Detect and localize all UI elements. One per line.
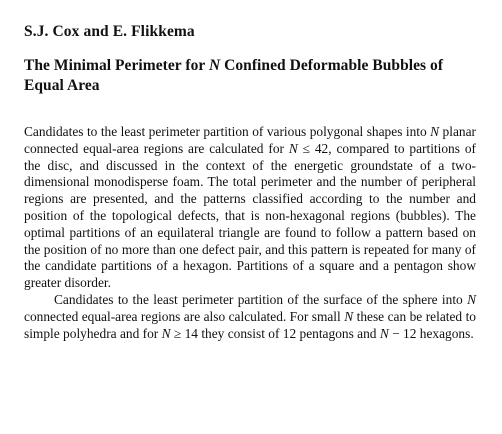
abstract-p1-text-2: planar connected equal-area regions are calculated for xyxy=(24,124,477,156)
abstract-p1-var-1: N xyxy=(430,124,440,139)
abstract-p2-var-1: N xyxy=(467,291,476,307)
abstract-p2-text-5: − 12 hexagons. xyxy=(388,325,474,341)
abstract-p2-text-1: Candidates to the least perimeter partition of the surface of the sphere into xyxy=(54,291,468,307)
paper-title xyxy=(24,56,476,96)
abstract xyxy=(24,124,476,342)
abstract-p2-var-3: N xyxy=(161,325,171,341)
title-variable: N xyxy=(208,57,221,74)
abstract-p2-var-2: N xyxy=(344,308,354,324)
abstract-p2-text-4: ≥ 14 they consist of 12 pentagons and xyxy=(170,325,380,341)
title-pre: The Minimal Perimeter for xyxy=(24,57,209,74)
abstract-paragraph-2 xyxy=(24,292,476,342)
abstract-p2-text-3: these can be related to simple polyhedra and for xyxy=(24,308,476,341)
abstract-p2-var-4: N xyxy=(379,325,389,341)
abstract-p1-text-1: Candidates to the least perimeter partition of various polygonal shapes into xyxy=(24,124,431,139)
abstract-paragraph-1 xyxy=(24,124,476,292)
abstract-p1-var-2: N xyxy=(288,140,298,156)
title-post: Confined Deformable Bubbles of Equal Area xyxy=(24,57,444,94)
abstract-p2-text-2: connected equal-area regions are also calculated. For small xyxy=(24,308,345,324)
authors: S.J. Cox and E. Flikkema xyxy=(24,23,195,40)
abstract-p1-text-3: ≤ 42, compared to partitions of the disc, and discussed in the context of the energetic groundstate of a two-dimensional monodisperse foam. The total perimeter and the number of peripheral regions are presented, and the patterns classified according to the number and position of the topological defects, that is non-hexagonal regions (bubbles). The optimal partitions of an equilateral triangle are found to follow a pattern based on the position of no more than one defect pair, and this pattern is repeated for many of the candidate partitions of a hexagon. Partitions of a square and a pentagon show greater disorder. xyxy=(24,140,476,291)
